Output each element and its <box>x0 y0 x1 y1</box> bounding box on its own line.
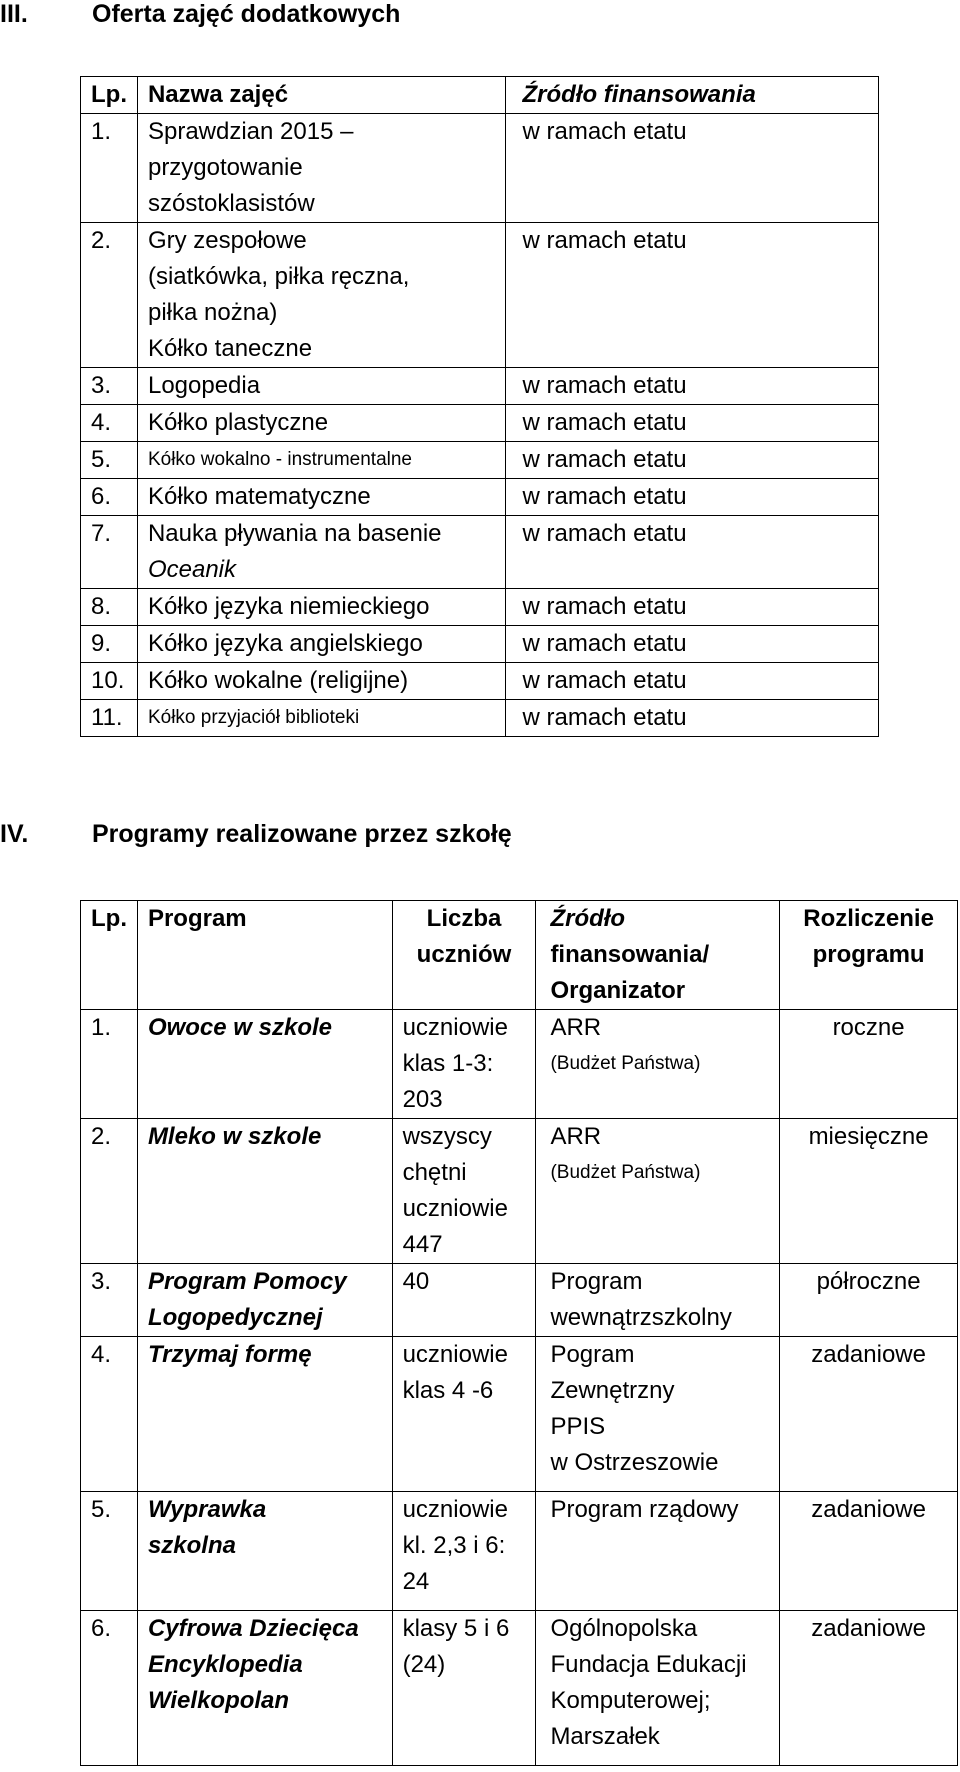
count-line: uczniowie <box>402 1014 508 1041</box>
header-program: Program <box>137 901 392 1010</box>
program-name-line: Program Pomocy <box>147 1268 347 1295</box>
table-row <box>81 223 879 368</box>
table-row <box>81 1611 958 1766</box>
table-row <box>81 516 879 589</box>
source-line: Fundacja Edukacji <box>550 1651 747 1678</box>
count-line: klasy 5 i 6 <box>402 1615 510 1642</box>
source-sub-line: (Budżet Państwa) <box>550 1053 701 1074</box>
row-source <box>536 1611 780 1766</box>
count-line: 40 <box>402 1268 430 1295</box>
row-name <box>137 368 506 405</box>
row-source: w ramach etatu <box>506 626 879 663</box>
section-number: III. <box>0 0 28 28</box>
class-name-line: (siatkówka, piłka ręczna, <box>147 263 410 290</box>
row-name <box>137 700 506 737</box>
row-count <box>392 1492 536 1611</box>
source-sub-line: (Budżet Państwa) <box>550 1162 701 1183</box>
class-name-line: Kółko języka angielskiego <box>147 630 423 657</box>
source-line: Ogólnopolska <box>550 1615 698 1642</box>
section-title: Programy realizowane przez szkołę <box>92 820 512 848</box>
class-name-line: szóstoklasistów <box>147 190 315 217</box>
row-lp: 3. <box>81 368 138 405</box>
row-source <box>536 1492 780 1611</box>
row-lp: 10. <box>81 663 138 700</box>
row-name <box>137 516 506 589</box>
row-lp: 3. <box>81 1264 138 1337</box>
header-count: Liczba uczniów <box>392 901 536 1010</box>
table-row <box>81 114 879 223</box>
source-line: PPIS <box>550 1413 606 1440</box>
header-lp: Lp. <box>81 901 138 1010</box>
row-settlement: zadaniowe <box>780 1611 958 1766</box>
row-lp: 6. <box>81 1611 138 1766</box>
count-line: kl. 2,3 i 6: <box>402 1532 506 1559</box>
class-name-line: Sprawdzian 2015 – <box>147 118 354 145</box>
row-source: w ramach etatu <box>506 663 879 700</box>
source-line: Pogram <box>550 1341 635 1368</box>
class-name-italic-line: Oceanik <box>147 556 237 583</box>
row-count <box>392 1264 536 1337</box>
row-source <box>536 1337 780 1492</box>
program-name-line: Wielkopolan <box>147 1687 290 1714</box>
row-lp: 11. <box>81 700 138 737</box>
row-name <box>137 405 506 442</box>
table-row <box>81 479 879 516</box>
section-title: Oferta zajęć dodatkowych <box>92 0 401 28</box>
table-row <box>81 1119 958 1264</box>
count-line: 24 <box>402 1568 430 1595</box>
source-line: Marszałek <box>550 1723 660 1750</box>
header-source: Źródło finansowania/ Organizator <box>536 901 780 1010</box>
row-lp: 4. <box>81 1337 138 1492</box>
table-row <box>81 405 879 442</box>
count-line: uczniowie <box>402 1195 508 1222</box>
table-header-row <box>81 77 879 114</box>
row-program <box>137 1264 392 1337</box>
class-name-line: Gry zespołowe <box>147 227 307 254</box>
row-source: w ramach etatu <box>506 223 879 368</box>
class-name-line: Kółko matematyczne <box>147 483 371 510</box>
source-line: w Ostrzeszowie <box>550 1449 719 1476</box>
count-line: klas 4 -6 <box>402 1377 494 1404</box>
count-line: (24) <box>402 1651 446 1678</box>
row-lp: 7. <box>81 516 138 589</box>
table-header-row <box>81 901 958 1010</box>
table-row <box>81 1492 958 1611</box>
program-name-line: Logopedycznej <box>147 1304 323 1331</box>
row-lp: 2. <box>81 1119 138 1264</box>
row-lp: 2. <box>81 223 138 368</box>
table-row <box>81 663 879 700</box>
header-lp: Lp. <box>81 77 138 114</box>
row-lp: 5. <box>81 442 138 479</box>
row-name <box>137 479 506 516</box>
row-source: w ramach etatu <box>506 516 879 589</box>
row-source: w ramach etatu <box>506 700 879 737</box>
row-source <box>536 1264 780 1337</box>
table-row <box>81 1337 958 1492</box>
row-source <box>536 1010 780 1119</box>
header-source: Źródło finansowania <box>506 77 879 114</box>
class-name-line: przygotowanie <box>147 154 303 181</box>
table-row <box>81 700 879 737</box>
class-name-line: Kółko taneczne <box>147 335 313 362</box>
row-source <box>536 1119 780 1264</box>
row-program <box>137 1119 392 1264</box>
row-source: w ramach etatu <box>506 114 879 223</box>
count-line: wszyscy <box>402 1123 492 1150</box>
source-line: wewnątrzszkolny <box>550 1304 732 1331</box>
count-line: klas 1-3: <box>402 1050 494 1077</box>
source-line: Program rządowy <box>550 1496 739 1523</box>
program-name-line: Cyfrowa Dziecięca <box>147 1615 359 1642</box>
row-lp: 5. <box>81 1492 138 1611</box>
class-name-line: Logopedia <box>147 372 261 399</box>
count-line: uczniowie <box>402 1496 508 1523</box>
class-name-line: Kółko plastyczne <box>147 409 329 436</box>
program-name-line: Trzymaj formę <box>147 1341 312 1368</box>
row-program <box>137 1010 392 1119</box>
row-lp: 8. <box>81 589 138 626</box>
program-name-line: Owoce w szkole <box>147 1014 333 1041</box>
program-name-line: Encyklopedia <box>147 1651 303 1678</box>
table-row <box>81 1264 958 1337</box>
row-name <box>137 442 506 479</box>
header-name: Nazwa zajęć <box>137 77 506 114</box>
row-name <box>137 663 506 700</box>
source-line: Komputerowej; <box>550 1687 711 1714</box>
row-program <box>137 1611 392 1766</box>
programs-table <box>80 900 958 1766</box>
row-lp: 9. <box>81 626 138 663</box>
row-source: w ramach etatu <box>506 368 879 405</box>
row-name <box>137 223 506 368</box>
program-name-line: Mleko w szkole <box>147 1123 322 1150</box>
row-count <box>392 1611 536 1766</box>
count-line: uczniowie <box>402 1341 508 1368</box>
row-lp: 1. <box>81 1010 138 1119</box>
row-program <box>137 1337 392 1492</box>
row-source: w ramach etatu <box>506 479 879 516</box>
source-line: ARR <box>550 1123 602 1150</box>
row-program <box>137 1492 392 1611</box>
source-line: Zewnętrzny <box>550 1377 675 1404</box>
row-lp: 4. <box>81 405 138 442</box>
row-source: w ramach etatu <box>506 405 879 442</box>
source-line: Program <box>550 1268 643 1295</box>
table-row <box>81 368 879 405</box>
row-lp: 6. <box>81 479 138 516</box>
table-row <box>81 442 879 479</box>
table-row <box>81 589 879 626</box>
class-name-line: Nauka pływania na basenie <box>147 520 442 547</box>
count-line: chętni <box>402 1159 467 1186</box>
row-name <box>137 626 506 663</box>
class-name-line: piłka nożna) <box>147 299 278 326</box>
class-name-line: Kółko przyjaciół biblioteki <box>147 707 360 728</box>
program-name-line: Wyprawka <box>147 1496 267 1523</box>
row-settlement: zadaniowe <box>780 1337 958 1492</box>
class-name-line: Kółko wokalne (religijne) <box>147 667 409 694</box>
class-name-line: Kółko języka niemieckiego <box>147 593 430 620</box>
row-name <box>137 114 506 223</box>
row-count <box>392 1337 536 1492</box>
additional-classes-table <box>80 76 879 737</box>
table-row <box>81 626 879 663</box>
row-settlement: miesięczne <box>780 1119 958 1264</box>
header-settlement: Rozliczenie programu <box>780 901 958 1010</box>
row-name <box>137 589 506 626</box>
row-count <box>392 1119 536 1264</box>
row-settlement: roczne <box>780 1010 958 1119</box>
table-row <box>81 1010 958 1119</box>
source-line: ARR <box>550 1014 602 1041</box>
row-lp: 1. <box>81 114 138 223</box>
class-name-line: Kółko wokalno - instrumentalne <box>147 449 412 470</box>
row-source: w ramach etatu <box>506 589 879 626</box>
section-number: IV. <box>0 820 29 848</box>
row-source: w ramach etatu <box>506 442 879 479</box>
count-line: 203 <box>402 1086 443 1113</box>
program-name-line: szkolna <box>147 1532 236 1559</box>
row-settlement: zadaniowe <box>780 1492 958 1611</box>
row-count <box>392 1010 536 1119</box>
row-settlement: półroczne <box>780 1264 958 1337</box>
count-line: 447 <box>402 1231 443 1258</box>
